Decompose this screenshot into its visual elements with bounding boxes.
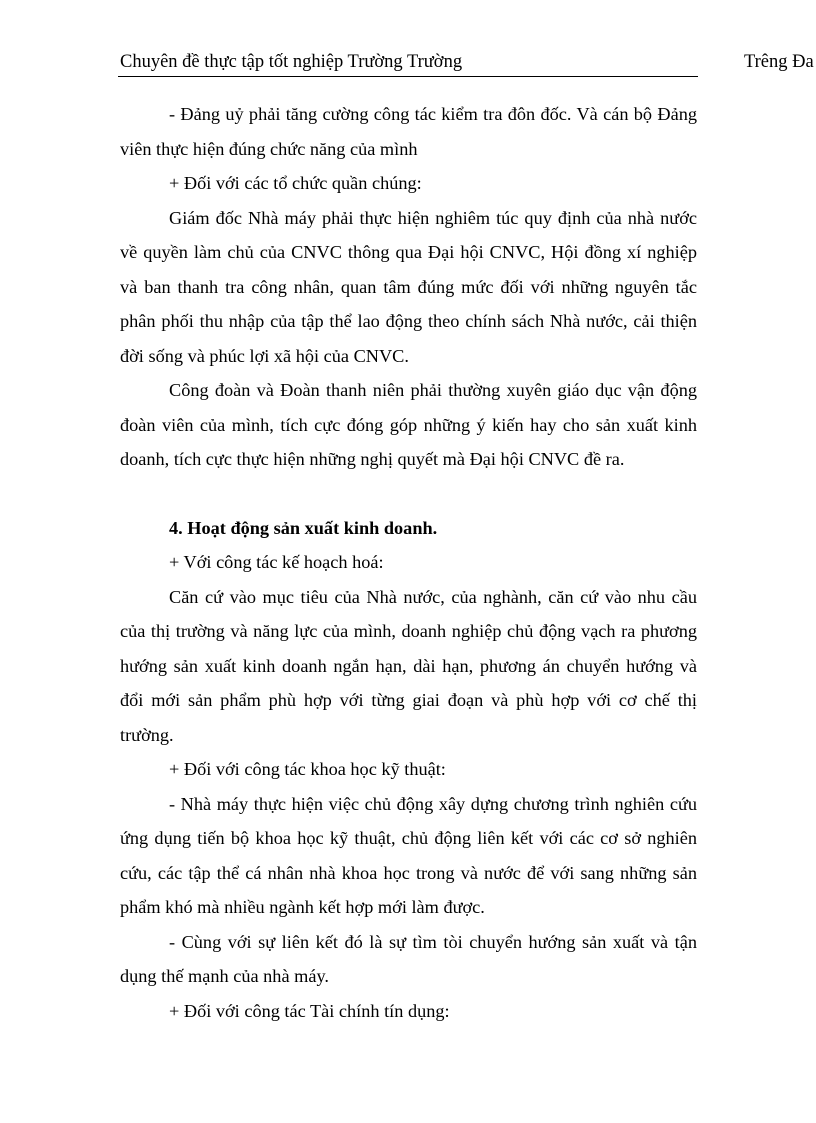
paragraph-director-duties: Giám đốc Nhà máy phải thực hiện nghiêm túc quy định của nhà nước về quyền làm chủ của CNVC thông qua Đại hội CNVC, Hội đồng xí nghiệp và ban thanh tra công nhân, quan tâm đúng mức đối với những nguyên tắc phân phối thu nhập của tập thể lao động theo chính sách Nhà nước, cải thiện đời sống và phúc lợi xã hội của CNVC. bbox=[120, 207, 697, 366]
paragraph-science-heading: + Đối với công tác khoa học kỹ thuật: bbox=[169, 759, 446, 779]
paragraph-planning-content: Căn cứ vào mục tiêu của Nhà nước, của nghành, căn cứ vào nhu cầu của thị trường và năng lực của mình, doanh nghiệp chủ động vạch ra phương hướng sản xuất kinh doanh ngắn hạn, dài hạn, phương án chuyển hướng và đổi mới sản phẩm phù hợp với từng giai đoạn và phù hợp với cơ chế thị trường. bbox=[120, 586, 697, 745]
document-body bbox=[120, 97, 697, 1028]
paragraph-cooperation: - Cùng với sự liên kết đó là sự tìm tòi chuyển hướng sản xuất và tận dụng thế mạnh của nhà máy. bbox=[120, 931, 697, 986]
header-title: Chuyên đề thực tập tốt nghiệp Trường Trường bbox=[120, 52, 463, 72]
paragraph-mass-organizations-heading: + Đối với các tổ chức quần chúng: bbox=[169, 173, 422, 193]
paragraph-finance-heading: + Đối với công tác Tài chính tín dụng: bbox=[169, 1000, 450, 1021]
paragraph-union-youth: Công đoàn và Đoàn thanh niên phải thường xuyên giáo dục vận động đoàn viên của mình, tích cực đóng góp những ý kiến hay cho sản xuất kinh doanh, tích cực thực hiện những nghị quyết mà Đại hội CNVC đề ra. bbox=[120, 380, 697, 469]
section-heading-business-activities: 4. Hoạt động sản xuất kinh doanh. bbox=[169, 517, 438, 538]
paragraph-party-committee: - Đảng uỷ phải tăng cường công tác kiểm tra đôn đốc. Và cán bộ Đảng viên thực hiện đúng chức năng của mình bbox=[120, 104, 697, 159]
header-divider bbox=[118, 76, 698, 77]
paragraph-planning-heading: + Với công tác kế hoạch hoá: bbox=[169, 552, 384, 572]
paragraph-science-content: - Nhà máy thực hiện việc chủ động xây dựng chương trình nghiên cứu ứng dụng tiến bộ khoa học kỹ thuật, chủ động liên kết với các cơ sở nghiên cứu, các tập thể cá nhân nhà khoa học trong và nước để với sang những sản phẩm khó mà nhiều ngành kết hợp mới làm được. bbox=[120, 793, 697, 917]
header-right-text: Trêng Đa bbox=[744, 52, 814, 72]
